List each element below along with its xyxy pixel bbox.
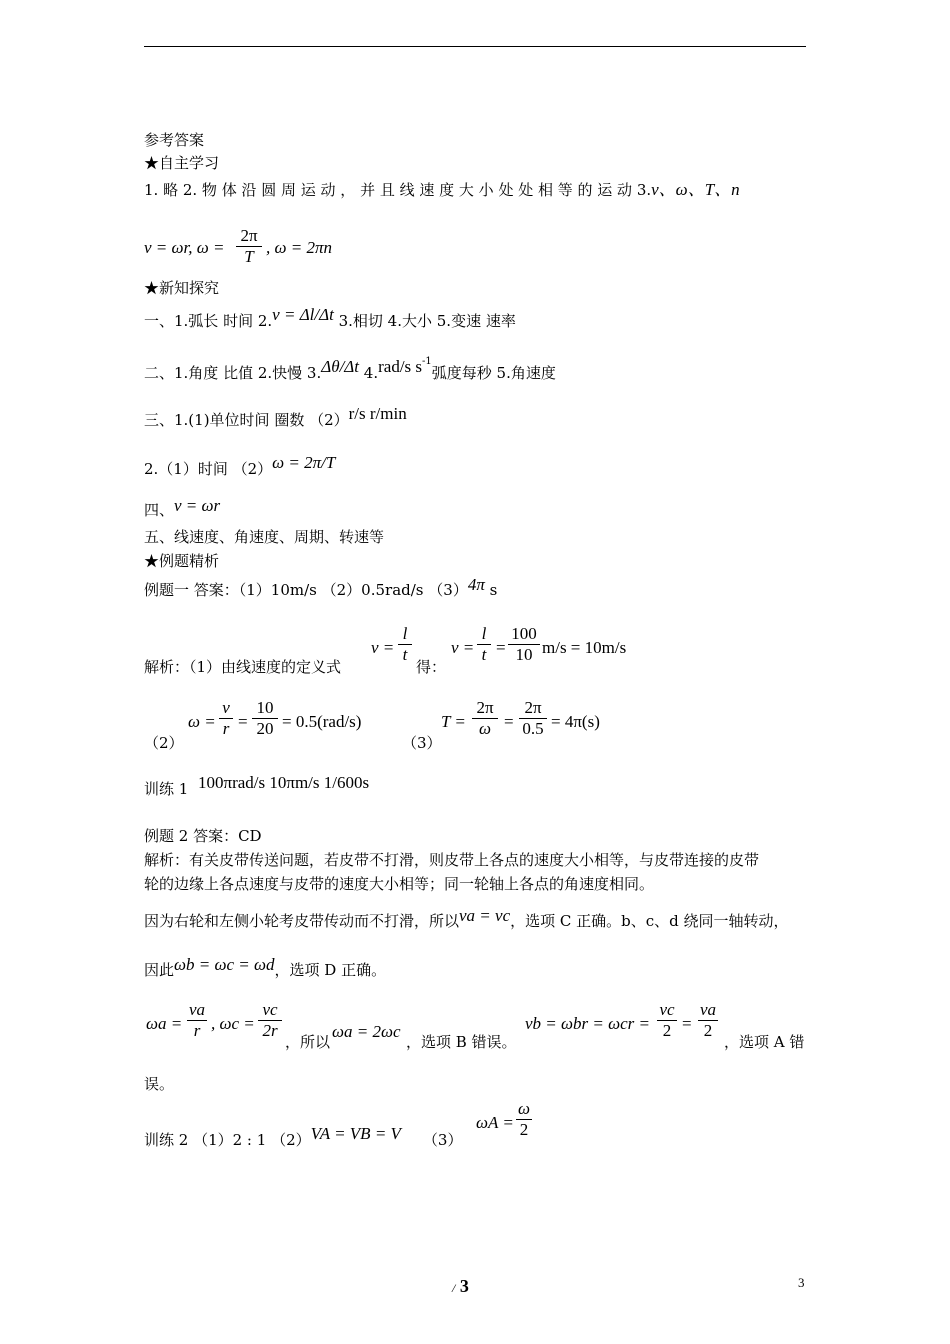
example-2-solution-line-2: 轮的边缘上各点速度与皮带的速度大小相等；同一轮轴上各点的角速度相同。 bbox=[144, 875, 655, 893]
new-knowledge-line-1: 一、1.弧长 时间 2.v = Δl/Δt 3.相切 4.大小 5.变速 速率 bbox=[144, 305, 516, 330]
fraction-l-t: l t bbox=[477, 624, 491, 665]
formula-omega-a-2omega-c: ωa = 2ωc bbox=[332, 1022, 401, 1041]
eq-sign-1: = bbox=[496, 638, 506, 657]
training-1-answer: 100πrad/s 10πm/s 1/600s bbox=[198, 773, 370, 792]
result-T: = 4π(s) bbox=[551, 712, 600, 731]
new-knowledge-line-6: 五、线速度、角速度、周期、转速等 bbox=[144, 528, 385, 546]
eq-sign-3: = bbox=[504, 712, 514, 731]
result-10ms: m/s = 10m/s bbox=[542, 638, 627, 657]
fraction-10-20: 10 20 bbox=[252, 698, 278, 739]
training-2-line: 训练 2 （1）2 : 1 （2）VA = VB = V （3） bbox=[144, 1124, 463, 1149]
example-2-solution-line-3: 因为右轮和左侧小轮考皮带传动而不打滑，所以va = vc，选项 C 正确。b、c、d 绕同一轴转动， bbox=[144, 906, 789, 930]
formula-vb: vb = ωbr = ωcr = bbox=[525, 1014, 650, 1033]
new-knowledge-line-5: 四、v = ωr bbox=[144, 496, 221, 519]
self-study-line-1: 1. 略 2. 物 体 沿 圆 周 运 动 ， 并 且 线 速 度 大 小 处 处 相 等 的 运 动 3.v、ω、T、n bbox=[144, 180, 740, 199]
fraction-vc-2r: vc 2r bbox=[258, 1000, 282, 1041]
text-suoyi: ，所以 bbox=[285, 1033, 331, 1051]
new-knowledge-line-4: 2.（1）时间 （2）ω = 2π/T bbox=[144, 453, 336, 478]
formula-v-eq: v = bbox=[371, 638, 395, 657]
eq-sign-2: = bbox=[238, 712, 248, 731]
solution-get: 得： bbox=[416, 658, 447, 676]
fraction-2pi-omega: 2π ω bbox=[472, 698, 498, 739]
example-1-answer: 例题一 答案：（1）10m/s （2）0.5rad/s （3）4π s bbox=[144, 575, 498, 599]
fraction-va-2: va 2 bbox=[699, 1000, 717, 1040]
fraction-omega-2: ω 2 bbox=[517, 1099, 530, 1139]
fraction-v-r: v r bbox=[219, 698, 233, 739]
page-number: 3 bbox=[798, 1275, 805, 1290]
formula-omega-A: ωA = bbox=[476, 1113, 514, 1132]
example-2-answer: 例题 2 答案：CD bbox=[144, 827, 262, 845]
part-3-label: （3） bbox=[402, 734, 442, 752]
formula-omega-c: , ωc = bbox=[211, 1014, 255, 1033]
formula-omega-2pin: , ω = 2πn bbox=[266, 238, 332, 257]
page-indicator: / 3 bbox=[452, 1276, 469, 1296]
eq-sign-4: = bbox=[682, 1014, 692, 1033]
section-heading-new-knowledge: ★新知探究 bbox=[144, 279, 220, 297]
fraction-100-10: 100 10 bbox=[508, 624, 540, 665]
text-option-b: ，选项 B 错误。 bbox=[406, 1033, 517, 1051]
fraction-l-t-def: l t bbox=[398, 624, 412, 665]
header-rule bbox=[144, 46, 806, 47]
formula-v-omega: v = ωr, ω = bbox=[144, 238, 225, 257]
text-wu: 误。 bbox=[144, 1075, 175, 1093]
fraction-2pi-05: 2π 0.5 bbox=[519, 698, 547, 739]
result-omega: = 0.5(rad/s) bbox=[282, 712, 362, 731]
training-1-label: 训练 1 bbox=[144, 780, 189, 798]
example-2-solution-line-4: 因此ωb = ωc = ωd，选项 D 正确。 bbox=[144, 955, 387, 979]
section-heading-self-study: ★自主学习 bbox=[144, 154, 220, 172]
formula-fraction-2pi-T: 2π T bbox=[236, 226, 262, 267]
formula-T-eq: T = bbox=[441, 712, 466, 731]
fraction-vc-2: vc 2 bbox=[657, 1000, 677, 1041]
formula-v-eq-2: v = bbox=[451, 638, 475, 657]
new-knowledge-line-3: 三、1.(1)单位时间 圈数 （2）r/s r/min bbox=[144, 404, 407, 429]
part-2-label: （2） bbox=[144, 734, 184, 752]
fraction-va-r: va r bbox=[188, 1000, 206, 1040]
section-heading-examples: ★例题精析 bbox=[144, 552, 220, 570]
page-title: 参考答案 bbox=[144, 131, 205, 149]
formula-omega-eq: ω = bbox=[188, 712, 216, 731]
example-2-solution-line-1: 解析：有关皮带传送问题，若皮带不打滑，则皮带上各点的速度大小相等，与皮带连接的皮带 bbox=[144, 851, 760, 869]
text-option-a: ，选项 A 错 bbox=[724, 1033, 805, 1051]
example-1-solution-intro: 解析：（1）由线速度的定义式 bbox=[144, 658, 342, 676]
formula-omega-a: ωa = bbox=[146, 1014, 183, 1033]
new-knowledge-line-2: 二、1.角度 比值 2.快慢 3.Δθ/Δt 4.rad/s $s^{-1}$弧度每秒 5.角速度 bbox=[144, 356, 556, 382]
